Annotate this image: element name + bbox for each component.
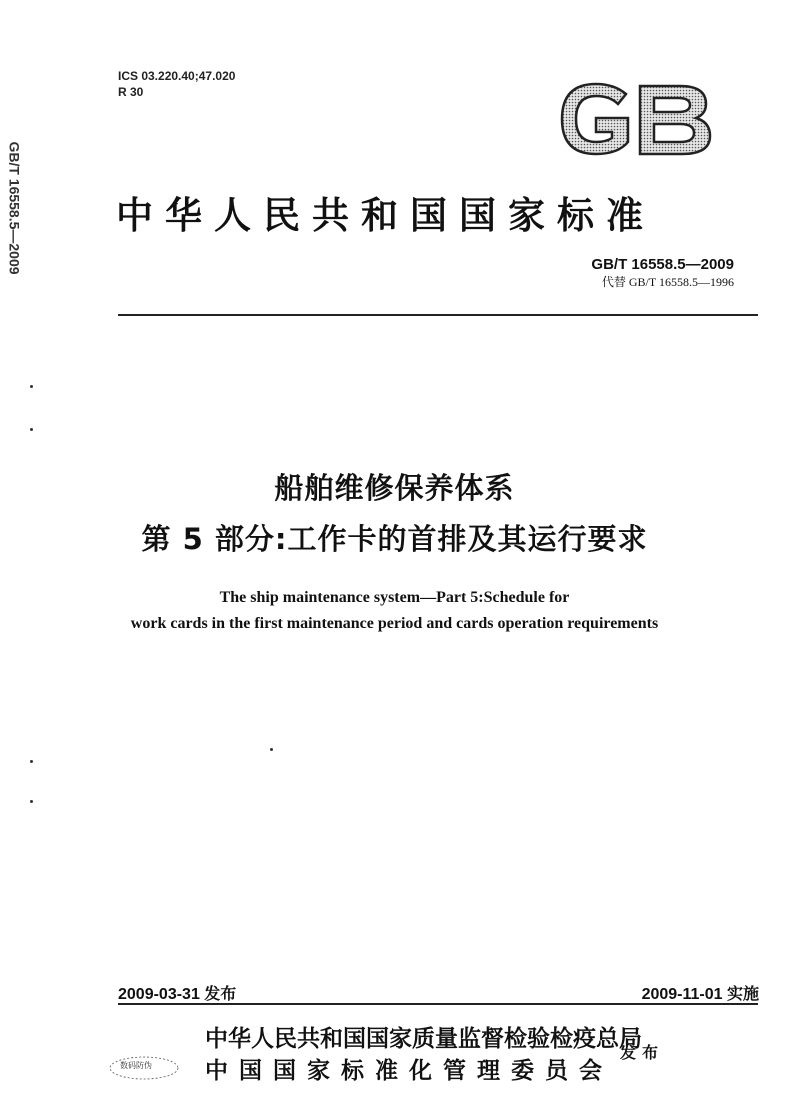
scan-speck bbox=[270, 748, 273, 751]
scan-speck bbox=[30, 385, 33, 388]
title-english bbox=[0, 585, 789, 637]
gb-logo bbox=[556, 80, 716, 158]
title-english-line1: The ship maintenance system—Part 5:Schedule for bbox=[219, 589, 570, 606]
spine-standard-number: GB/T 16558.5—2009 bbox=[6, 141, 23, 275]
replaces-standard: 代替 GB/T 16558.5—1996 bbox=[601, 275, 734, 289]
scan-speck bbox=[30, 428, 33, 431]
implementation-date: 2009-11-01 实施 bbox=[641, 986, 759, 1003]
title-chinese-line2: 第 5 部分:工作卡的首排及其运行要求 bbox=[141, 522, 648, 556]
header-divider bbox=[118, 314, 758, 316]
title-english-line2: work cards in the first maintenance period and cards operation requirements bbox=[130, 615, 659, 632]
footer-divider bbox=[118, 1003, 758, 1005]
issuer-sac: 中国国家标准化管理委员会 bbox=[205, 1057, 613, 1084]
scan-speck bbox=[30, 760, 33, 763]
publish-label: 发布 bbox=[620, 1043, 665, 1062]
ccs-code: R 30 bbox=[118, 85, 144, 99]
title-chinese-line1: 船舶维修保养体系 bbox=[274, 471, 515, 505]
anti-counterfeit-label: 数码防伪 bbox=[120, 1061, 152, 1070]
issue-date: 2009-03-31 发布 bbox=[118, 986, 237, 1003]
standard-number: GB/T 16558.5—2009 bbox=[591, 256, 734, 273]
scan-speck bbox=[30, 800, 33, 803]
ics-code: ICS 03.220.40;47.020 bbox=[118, 69, 236, 83]
issuer-aqsiq: 中华人民共和国国家质量监督检验检疫总局 bbox=[205, 1025, 642, 1052]
classification-codes bbox=[118, 68, 235, 100]
national-standard-heading: 中华人民共和国国家标准 bbox=[116, 193, 655, 237]
